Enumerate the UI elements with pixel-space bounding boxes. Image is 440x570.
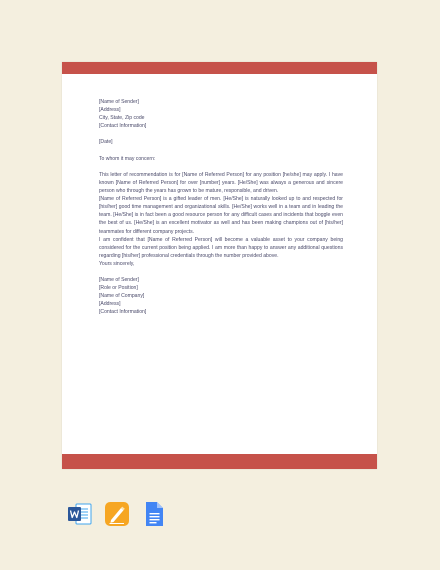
signature-company: [Name of Company]: [99, 293, 145, 300]
sender-address: [Address]: [99, 107, 121, 114]
signature-contact: [Contact Information]: [99, 309, 147, 316]
signature-address: [Address]: [99, 301, 121, 308]
letter-date: [Date]: [99, 139, 113, 146]
pages-icon[interactable]: [104, 501, 130, 527]
letter-body: [99, 98, 343, 317]
top-accent-band: [62, 62, 377, 74]
paragraph-2: [Name of Referred Person] is a gifted leader of men. [He/She] is naturally looked up to and respected for [his/her] good time management and organizational skills. [He/She] works well in a team and in leading the team. [He/She] is in fact been a good resource person for any difficult cases and incidents that boggle even the best of us. [He/She] is an excellent motivator as well and has been making champions out of [his/her] teammates for different company projects.: [99, 196, 343, 235]
closing: Yours sincerely,: [99, 260, 135, 267]
salutation: To whom it may concern:: [99, 155, 156, 162]
paragraph-3: I am confident that [Name of Referred Person] will become a valuable asset to your company being considered for the current position being applied. I am more than happy to answer any additional questions regarding [his/her] professional credentials through the number provided above.: [99, 236, 343, 259]
sender-block: [99, 98, 343, 130]
sender-contact: [Contact Information]: [99, 123, 147, 130]
closing-block: [99, 260, 343, 268]
word-icon[interactable]: [67, 501, 93, 527]
sender-name: [Name of Sender]: [99, 99, 139, 105]
signature-name: [Name of Sender]: [99, 277, 139, 284]
letter-template-page: [62, 62, 377, 469]
sender-city-state-zip: City, State, Zip code: [99, 115, 145, 122]
signature-block: [99, 276, 343, 316]
signature-role: [Role or Position]: [99, 285, 138, 292]
date-line: [99, 138, 343, 146]
salutation-block: [99, 155, 343, 163]
google-docs-icon[interactable]: [141, 501, 167, 527]
paragraph-1: This letter of recommendation is for [Name of Referred Person] for any position [he/she] may apply. I have known [Name of Referred Person] for over [number] years. [He/She] was always a generous and sincere person who through the years has grown to be mature, responsible, and driven.: [99, 171, 343, 195]
bottom-accent-band: [62, 454, 377, 469]
